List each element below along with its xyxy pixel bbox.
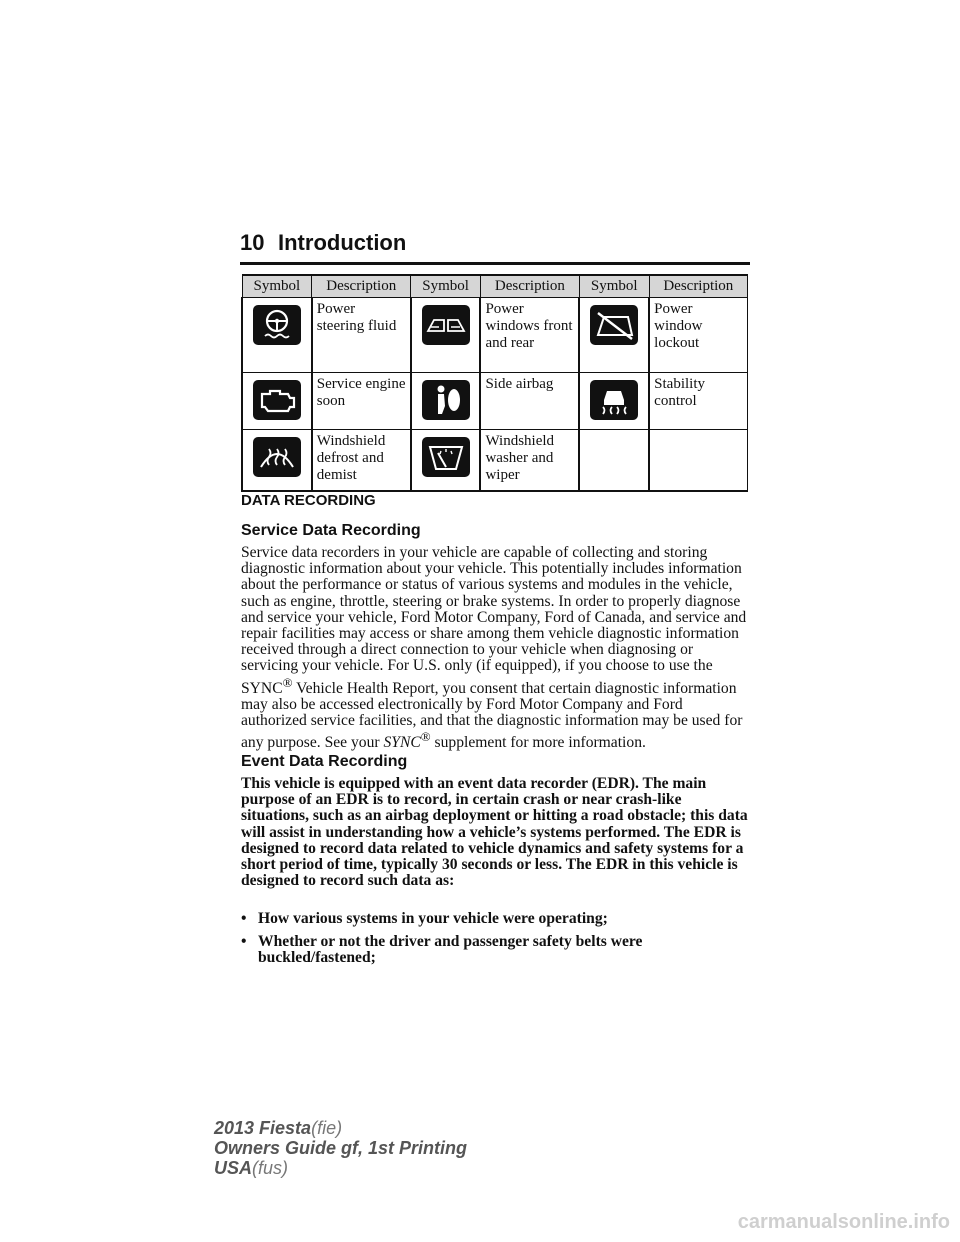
symbol-description: Power window lockout bbox=[649, 298, 747, 373]
data-recording-heading: DATA RECORDING bbox=[241, 492, 376, 509]
footer-guide: Owners Guide gf, 1st Printing bbox=[214, 1138, 468, 1158]
section-title: Introduction bbox=[278, 230, 407, 255]
footer-model-code: (fie) bbox=[311, 1118, 343, 1138]
paragraph-text: supplement for more information. bbox=[430, 734, 646, 752]
bullet-text: Whether or not the driver and passenger safety belts were buckled/fastened; bbox=[258, 933, 643, 967]
registered-mark: ® bbox=[282, 674, 293, 690]
table-row bbox=[242, 373, 748, 430]
bullet-dot: • bbox=[241, 910, 247, 927]
power-steering-fluid-icon bbox=[253, 305, 301, 345]
windshield-defrost-icon bbox=[253, 437, 301, 477]
service-data-heading: Service Data Recording bbox=[241, 522, 421, 539]
table-row bbox=[242, 298, 748, 373]
symbol-table bbox=[241, 274, 748, 492]
power-window-lockout-icon bbox=[590, 305, 638, 345]
paragraph-text: Vehicle Health Report, you consent that certain diagnostic information may also be accessed electronically by Ford Motor Company and Ford authorized service facilities, and that the diagnostic information may be used for any purpose. See your bbox=[241, 679, 743, 752]
symbol-description: Power windows front and rear bbox=[480, 298, 579, 373]
column-header: Symbol bbox=[242, 275, 312, 298]
bullet-text: How various systems in your vehicle were operating; bbox=[258, 910, 608, 927]
footer-market-code: (fus) bbox=[252, 1158, 289, 1178]
event-data-heading: Event Data Recording bbox=[241, 753, 408, 770]
table-header-row bbox=[242, 275, 748, 298]
footer-model: 2013 Fiesta bbox=[214, 1118, 312, 1138]
column-header: Symbol bbox=[411, 275, 481, 298]
footer-printing-info bbox=[214, 1118, 467, 1178]
column-header: Symbol bbox=[579, 275, 649, 298]
page-number: 10 bbox=[240, 230, 265, 255]
registered-mark: ® bbox=[420, 729, 431, 745]
empty-cell bbox=[649, 430, 747, 492]
symbol-description: Side airbag bbox=[480, 373, 579, 430]
power-windows-icon bbox=[422, 305, 470, 345]
event-data-paragraph: This vehicle is equipped with an event data recorder (EDR). The main purpose of an EDR is to record, in certain crash or near crash-like situations, such as an airbag deployment or hitting a road obstacle; this data will assist in understanding how a vehicle’s systems performed. The EDR is designed to record data related to vehicle dynamics and safety systems for a short period of time, typically 30 seconds or less. The EDR in this vehicle is designed to record such data as: bbox=[241, 775, 748, 890]
empty-cell bbox=[579, 430, 649, 492]
bullet-dot: • bbox=[241, 933, 247, 950]
column-header: Description bbox=[312, 275, 411, 298]
watermark: carmanualsonline.info bbox=[737, 1211, 950, 1233]
column-header: Description bbox=[649, 275, 747, 298]
symbol-description: Windshield defrost and demist bbox=[312, 430, 411, 492]
symbol-description: Windshield washer and wiper bbox=[480, 430, 579, 492]
symbol-description: Stability control bbox=[649, 373, 747, 430]
paragraph-text: Service data recorders in your vehicle are capable of collecting and storing diagnostic information about your vehicle. This potentially includes information about the performance or status of various systems and modules in the vehicle, such as engine, throttle, steering or brake systems. In order to properly diagnose and service your vehicle, Ford Motor Company, Ford of Canada, and service and repair facilities may access or share among them vehicle diagnostic information received through a direct connection to your vehicle when diagnosing or servicing your vehicle. For U.S. only (if equipped), if you choose to use the SYNC bbox=[241, 544, 747, 697]
stability-control-icon bbox=[590, 380, 638, 420]
column-header: Description bbox=[480, 275, 579, 298]
side-airbag-icon bbox=[422, 380, 470, 420]
symbol-description: Power steering fluid bbox=[312, 298, 411, 373]
sync-italic: SYNC bbox=[383, 734, 421, 752]
page-header bbox=[240, 230, 750, 265]
windshield-washer-icon bbox=[422, 437, 470, 477]
service-data-paragraph bbox=[241, 545, 751, 752]
footer-market: USA bbox=[214, 1158, 253, 1178]
table-row bbox=[242, 430, 748, 492]
symbol-description: Service engine soon bbox=[312, 373, 411, 430]
service-engine-soon-icon bbox=[253, 380, 301, 420]
